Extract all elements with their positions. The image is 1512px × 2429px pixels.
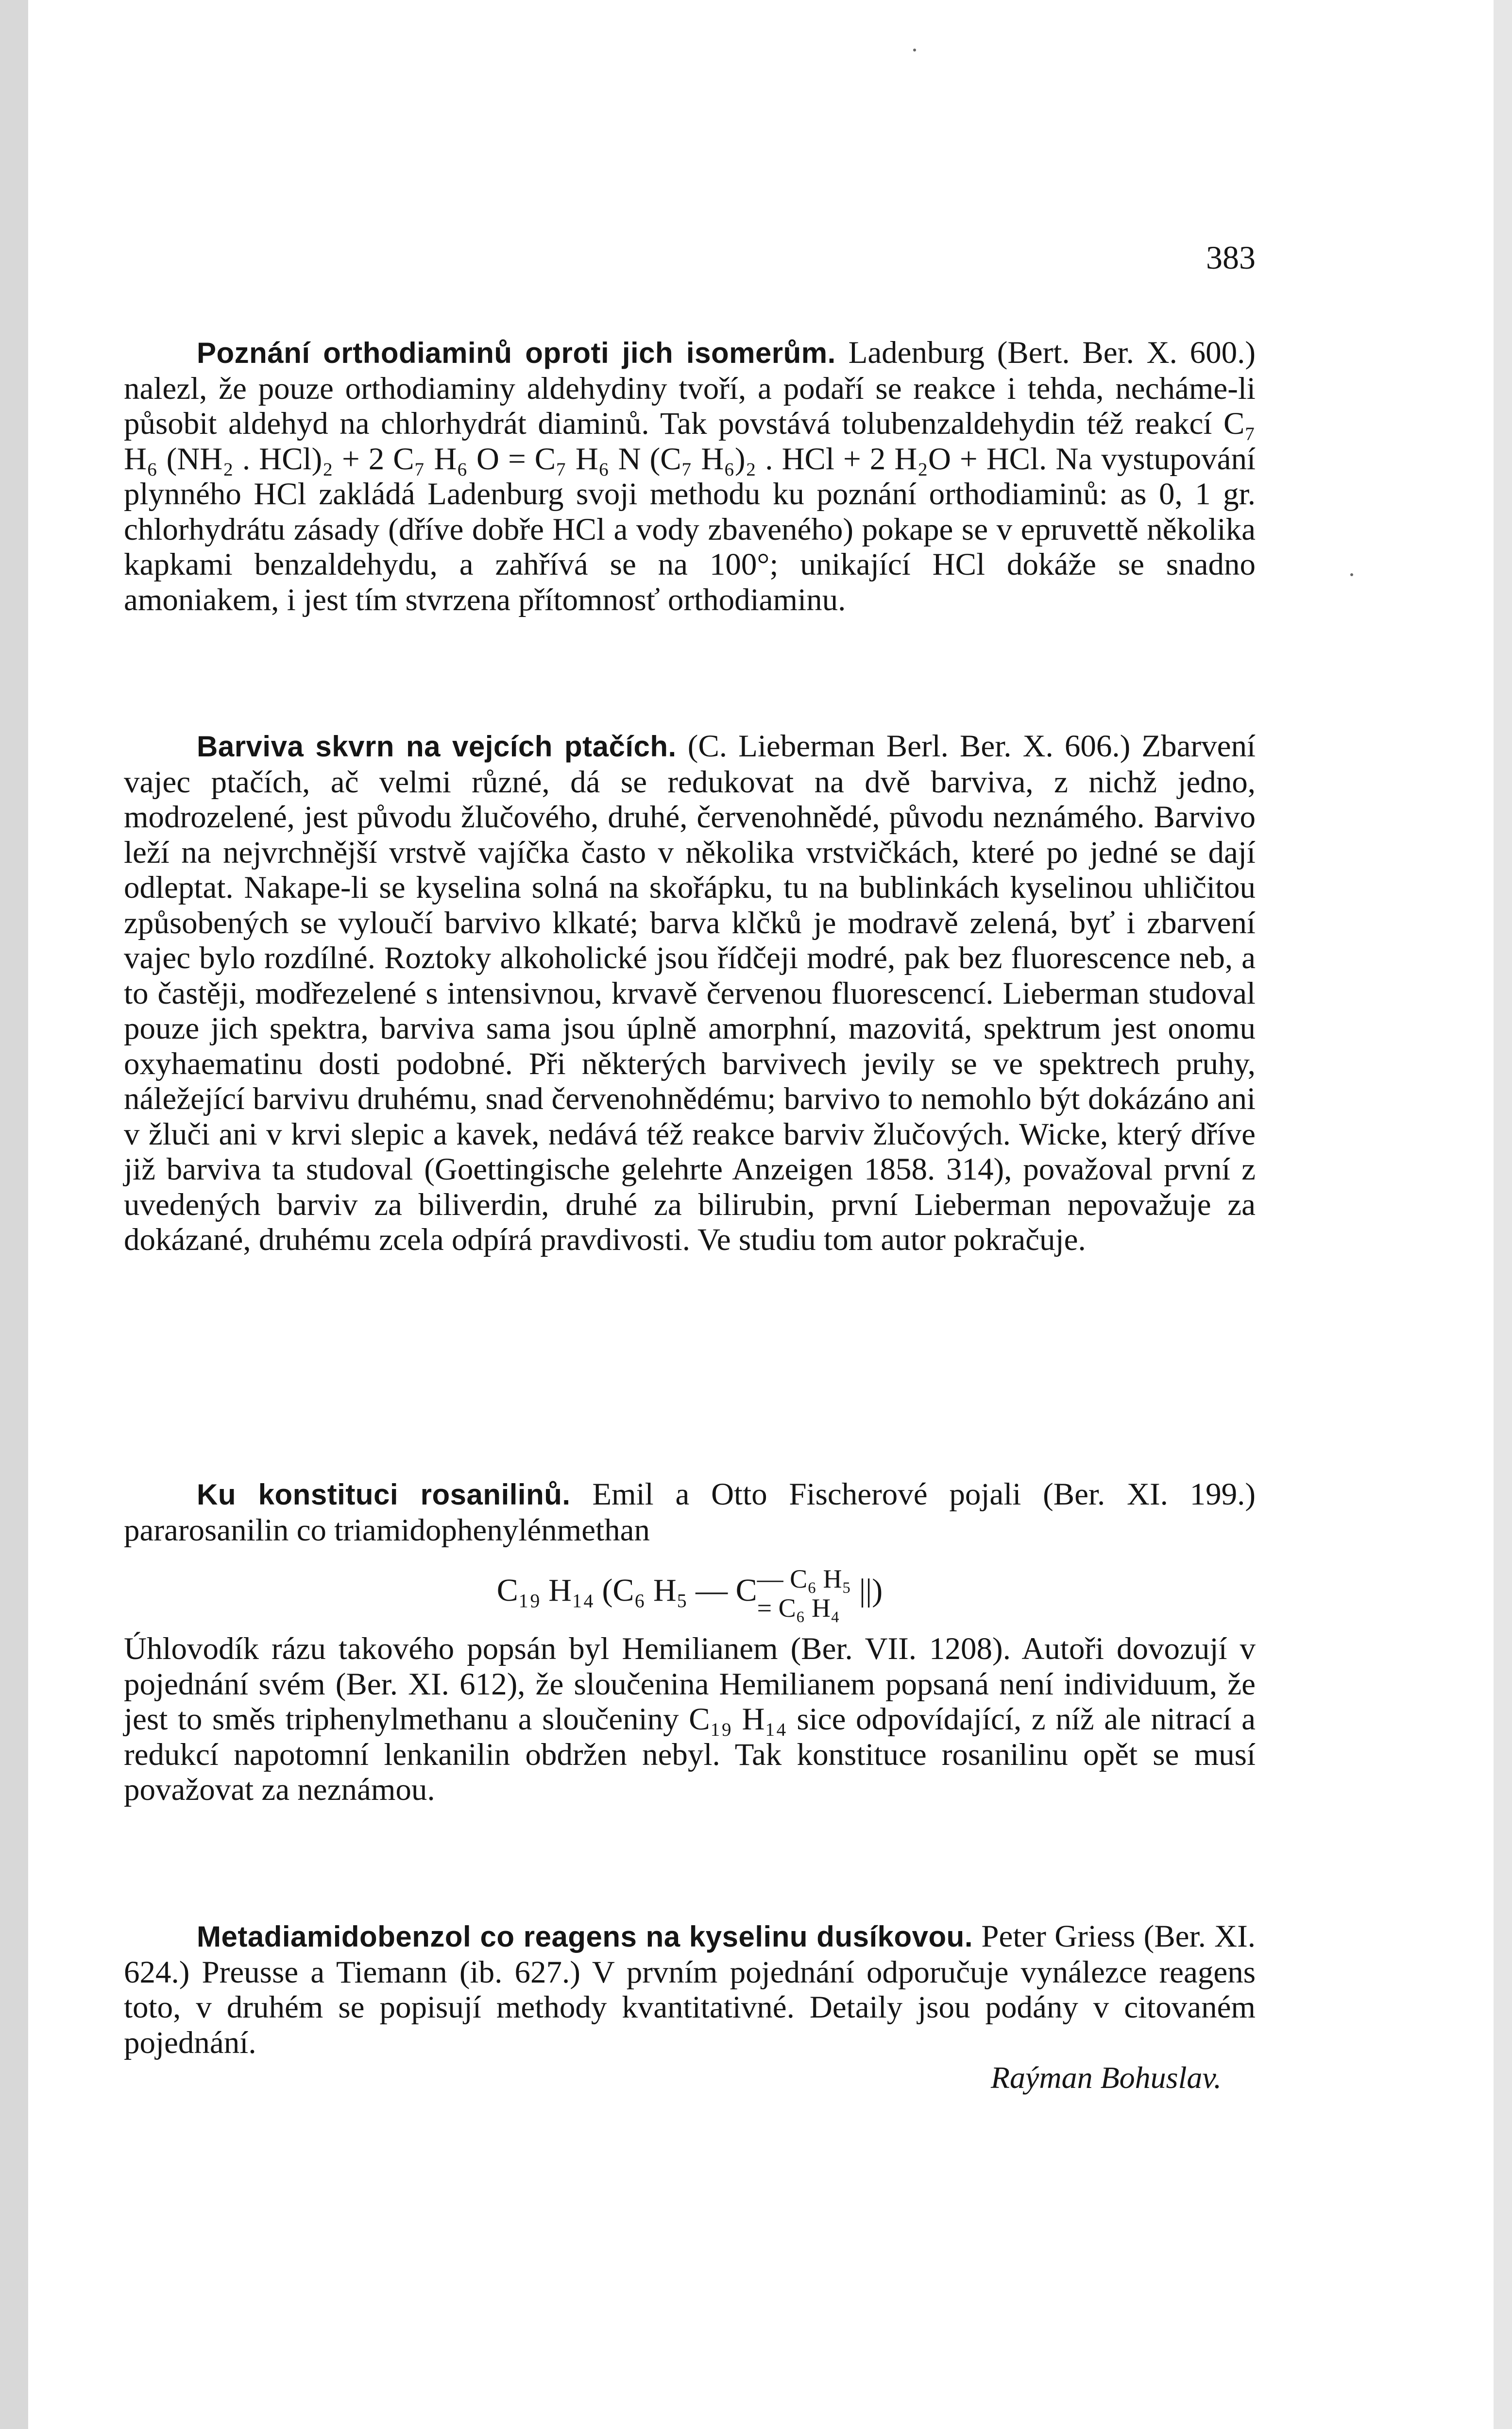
formula-top: — C₆ H₅ xyxy=(757,1564,851,1593)
article-body: Úhlovodík rázu takového popsán byl Hemilianem (Ber. VII. 1208). Autoři dovozují v pojednání svém (Ber. XI. 612), že sloučenina Hemilianem popsaná není individuum, že jest to směs triphenylmethanu a sloučeniny C₁₉ H₁₄ sice odpovídající, z níž ale nitrací a redukcí napotomní lenkanilin obdržen nebyl. Tak konstituce rosanilinu opět se musí považovat za neznámou. xyxy=(124,1631,1256,1807)
article-paragraph xyxy=(124,729,1256,1258)
article-body: Ladenburg (Bert. Ber. X. 600.) nalezl, že pouze orthodiaminy aldehydiny tvoří, a podaří se reakce i tehda, necháme-li působit aldehyd na chlorhydrát diaminů. Tak povstává tolubenzaldehydin též reakcí C₇ H₆ (NH₂ . HCl)₂ + 2 C₇ H₆ O = C₇ H₆ N (C₇ H₆)₂ . HCl + 2 H₂O + HCl. Na vystupování plynného HCl zakládá Ladenburg svoji methodu ku poznání orthodiaminů: as 0, 1 gr. chlorhydrátu zásady (dříve dobře HCl a vody zbaveného) pokape se v epruvettě několika kapkami benzaldehydu, a zahřívá se na 100°; unikající HCl dokáže se snadno amoniakem, i jest tím stvrzena přítomnosť orthodiaminu. xyxy=(124,335,1256,617)
formula-left: C₁₉ H₁₄ (C₆ H₅ — C xyxy=(496,1573,757,1608)
article-heading: Metadiamidobenzol co reagens na kyselinu dusíkovou. xyxy=(197,1920,973,1953)
scan-border-left xyxy=(0,0,28,2429)
article-rosaniliny xyxy=(124,1477,1256,1808)
formula-branch xyxy=(757,1564,851,1623)
scan-speck xyxy=(1350,573,1353,576)
article-paragraph xyxy=(124,1631,1256,1808)
article-barviva xyxy=(124,729,1256,1258)
article-heading: Ku konstituci rosanilinů. xyxy=(197,1478,571,1511)
article-body: (C. Lieberman Berl. Ber. X. 606.) Zbarvení vajec ptačích, ač velmi různé, dá se redukovat na dvě barviva, z nichž jedno, modrozelené, jest původu žlučového, druhé, červenohnědé, původu neznámého. Barvivo leží na nejvrchnější vrstvě vajíčka často v několika vrstvičkách, které po jedné se dají odleptat. Nakape-li se kyselina solná na skořápku, tu na bublinkách kyselinou uhličitou způsobených se vyloučí barvivo klkaté; barva klčků je modravě zelená, byť i zbarvení vajec bylo rozdílné. Roztoky alkoholické jsou řídčeji modré, pak bez fluorescence neb, a to častěji, modřezelené s intensivnou, krvavě červenou fluorescencí. Lieberman studoval pouze jich spektra, barviva sama jsou úplně amorphní, mazovitá, spektrum jest onomu oxyhaematinu dosti podobné. Při některých barvivech jevily se ve spektrech pruhy, náležející barvivu druhému, snad červenohnědému; barvivo to nemohlo být dokázáno ani v žluči ani v krvi slepic a kavek, nedává též reakce barviv žlučových. Wicke, který dříve již barviva ta studoval (Goettingische gelehrte Anzeigen 1858. 314), považoval první z uvedených barviv za biliverdin, druhé za bilirubin, první Lieberman nepovažuje za dokázané, druhému zcela odpírá pravdivosti. Ve studiu tom autor pokračuje. xyxy=(124,729,1256,1257)
article-paragraph xyxy=(124,1477,1256,1548)
article-paragraph xyxy=(124,1919,1256,2060)
article-heading: Barviva skvrn na vejcích ptačích. xyxy=(197,730,677,763)
scan-border-right xyxy=(1494,0,1512,2429)
author-signature: Raýman Bohuslav. xyxy=(990,2060,1222,2095)
scan-speck xyxy=(913,49,916,51)
article-orthodiaminy xyxy=(124,335,1256,617)
article-body: Emil a Otto Fischerové pojali (Ber. XI. 199.) pararosanilin co triamidophenylénmethan xyxy=(124,1477,1256,1548)
article-heading: Poznání orthodiaminů oproti jich isomerům. xyxy=(197,337,836,369)
formula-right: ||) xyxy=(859,1573,883,1608)
article-metadiamidobenzol xyxy=(124,1919,1256,2095)
page-number: 383 xyxy=(1206,239,1256,276)
formula-bottom: = C₆ H₄ xyxy=(757,1593,840,1623)
chemical-formula xyxy=(124,1552,1256,1629)
article-body: Peter Griess (Ber. XI. 624.) Preusse a Tiemann (ib. 627.) V prvním pojednání odporučuje vynálezce reagens toto, v druhém se popisují methody kvantitativné. Detaily jsou podány v citovaném pojednání. xyxy=(124,1919,1256,2060)
article-paragraph xyxy=(124,335,1256,617)
